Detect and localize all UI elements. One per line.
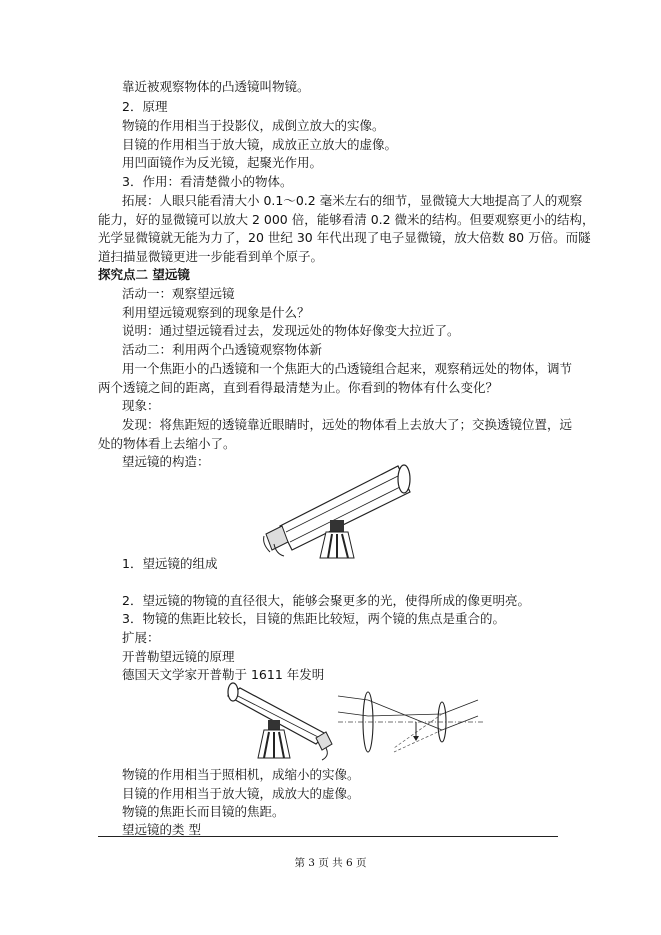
footer-divider xyxy=(98,836,558,837)
text-line: 目镜的作用相当于放大镜，成放正立放大的虚像。 xyxy=(122,137,398,152)
section-heading: 探究点二 望远镜 xyxy=(98,267,190,282)
text-line: 物镜的作用相当于照相机，成缩小的实像。 xyxy=(122,767,360,782)
text-line: 说明：通过望远镜看过去，发现远处的物体好像变大拉近了。 xyxy=(122,323,460,338)
text-line: 道扫描显微镜更进一步能看到单个原子。 xyxy=(98,249,324,264)
text-line: 目镜的作用相当于放大镜，成放大的虚像。 xyxy=(122,786,360,801)
text-line: 2．原理 xyxy=(122,99,168,114)
text-line: 2．望远镜的物镜的直径很大，能够会聚更多的光，使得所成的像更明亮。 xyxy=(122,593,530,608)
text-line: 物镜的焦距长而目镜的焦距。 xyxy=(122,804,285,819)
text-line: 物镜的作用相当于投影仪，成倒立放大的实像。 xyxy=(122,118,385,133)
text-line: 德国天文学家开普勒于 1611 年发明 xyxy=(122,667,325,682)
text-line: 发现：将焦距短的透镜靠近眼睛时，远处的物体看上去放大了；交换透镜位置，远 xyxy=(122,417,573,432)
text-line: 活动二：利用两个凸透镜观察物体新 xyxy=(122,342,323,357)
text-line: 现象： xyxy=(122,398,160,413)
text-line: 1．望远镜的组成 xyxy=(122,556,218,571)
text-line: 光学显微镜就无能为力了，20 世纪 30 年代出现了电子显微镜，放大倍数 80 万倍。而隧 xyxy=(98,230,591,245)
telescope-illustration-small xyxy=(222,682,334,762)
text-line: 开普勒望远镜的原理 xyxy=(122,649,235,664)
text-line: 利用望远镜观察到的现象是什么？ xyxy=(122,305,310,320)
text-line: 两个透镜之间的距离，直到看得最清楚为止。你看到的物体有什么变化？ xyxy=(98,380,499,395)
text-line: 3．物镜的焦距比较长，目镜的焦距比较短，两个镜的焦点是重合的。 xyxy=(122,611,505,626)
text-line: 活动一：观察望远镜 xyxy=(122,286,235,301)
kepler-optics-diagram xyxy=(338,686,486,758)
text-line: 3．作用：看清楚微小的物体。 xyxy=(122,174,293,189)
text-line: 拓展：人眼只能看清大小 0.1～0.2 毫米左右的细节，显微镜大大地提高了人的观察 xyxy=(122,193,583,208)
text-line: 能力，好的显微镜可以放大 2 000 倍，能够看清 0.2 微米的结构。但要观察更小的结构， xyxy=(98,212,595,227)
text-line: 靠近被观察物体的凸透镜叫物镜。 xyxy=(122,79,310,94)
telescope-illustration xyxy=(262,462,412,560)
text-line: 用凹面镜作为反光镜，起聚光作用。 xyxy=(122,155,323,170)
text-line: 处的物体看上去缩小了。 xyxy=(98,436,236,451)
text-line: 用一个焦距小的凸透镜和一个焦距大的凸透镜组合起来，观察稍远处的物体，调节 xyxy=(122,361,573,376)
text-line: 望远镜的构造： xyxy=(122,454,210,469)
text-line: 扩展： xyxy=(122,630,160,645)
page-number: 第 3 页 共 6 页 xyxy=(294,857,367,869)
text-line: 望远镜的类 型 xyxy=(122,822,201,837)
